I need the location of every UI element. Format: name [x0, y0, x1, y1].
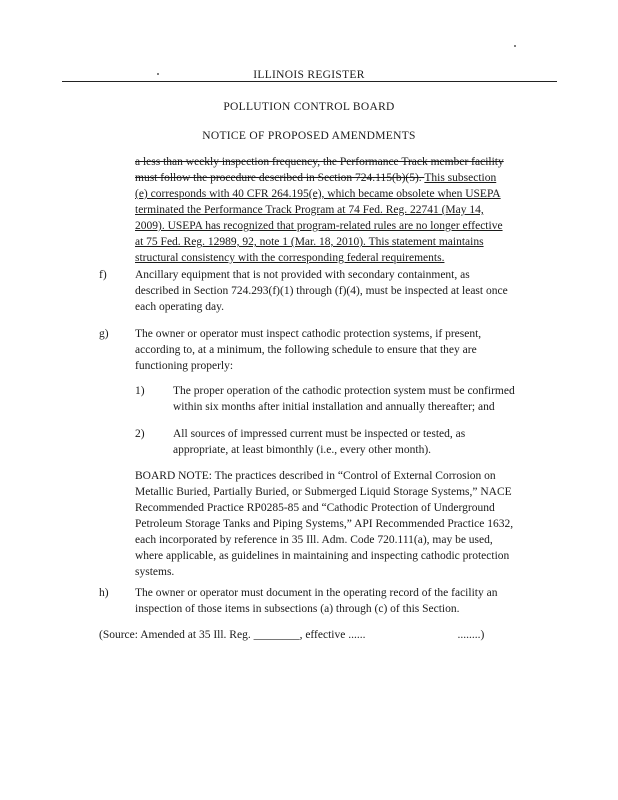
- struck-line: a less than weekly inspection frequency, the Performance Track member facility: [135, 156, 504, 168]
- subsection-f-text: [135, 267, 555, 315]
- subsection-g-text: [135, 326, 555, 374]
- board-title: POLLUTION CONTROL BOARD: [223, 101, 395, 113]
- struck-underlined-text: This subsection: [424, 172, 497, 184]
- text-line: All sources of impressed current must be inspected or tested, as: [173, 428, 466, 440]
- subsection-label-g: g): [99, 328, 109, 340]
- register-title: ILLINOIS REGISTER: [253, 69, 365, 81]
- text-line: inspection of those items in subsections (a) through (c) of this Section.: [135, 603, 460, 615]
- text-line: The proper operation of the cathodic protection system must be confirmed: [173, 385, 515, 397]
- text-line: BOARD NOTE: The practices described in “Control of External Corrosion on: [135, 470, 496, 482]
- subsection-label-f: f): [99, 269, 107, 281]
- text-line: Recommended Practice RP0285-85 and “Cathodic Protection of Underground: [135, 502, 495, 514]
- notice-title: NOTICE OF PROPOSED AMENDMENTS: [202, 130, 416, 142]
- header-rule: [62, 81, 557, 82]
- paragraph-label-2: 2): [135, 428, 145, 440]
- underlined-line: at 75 Fed. Reg. 12989, 92, note 1 (Mar. 18, 2010). This statement maintains: [135, 236, 484, 248]
- source-note: [99, 627, 539, 643]
- subsection-h-text: [135, 585, 560, 617]
- text-line: within six months after initial installation and annually thereafter; and: [173, 401, 495, 413]
- text-line: Ancillary equipment that is not provided with secondary containment, as: [135, 269, 470, 281]
- text-line: Petroleum Storage Tanks and Piping Systems,” API Recommended Practice 1632,: [135, 518, 514, 530]
- text-line: each operating day.: [135, 301, 224, 313]
- source-dots: ......: [348, 629, 366, 641]
- mixed-line: [135, 170, 555, 186]
- text-line: The owner or operator must inspect cathodic protection systems, if present,: [135, 328, 482, 340]
- text-line: described in Section 724.293(f)(1) through (f)(4), must be inspected at least once: [135, 285, 508, 297]
- underlined-line: terminated the Performance Track Program at 74 Fed. Reg. 22741 (May 14,: [135, 204, 484, 216]
- struck-text: must follow the procedure described in Section 724.115(b)(5).: [135, 172, 425, 184]
- paragraph-2-text: [173, 426, 558, 458]
- text-line: appropriate, at least bimonthly (i.e., every other month).: [173, 444, 432, 456]
- scan-speck: [514, 45, 516, 47]
- text-line: The owner or operator must document in the operating record of the facility an: [135, 587, 498, 599]
- underlined-line: structural consistency with the corresponding federal requirements.: [135, 252, 445, 264]
- source-text: (Source: Amended at 35 Ill. Reg. ________, effective: [99, 629, 349, 641]
- source-end: ........): [457, 629, 485, 641]
- text-line: Metallic Buried, Partially Buried, or Submerged Liquid Storage Systems,” NACE: [135, 486, 512, 498]
- underlined-line: 2009). USEPA has recognized that program-related rules are no longer effective: [135, 220, 503, 232]
- text-line: systems.: [135, 566, 175, 578]
- subsection-label-h: h): [99, 587, 109, 599]
- paragraph-label-1: 1): [135, 385, 145, 397]
- text-line: where applicable, as guidelines in maintaining and inspecting cathodic protection: [135, 550, 510, 562]
- text-line: each incorporated by reference in 35 Ill. Adm. Code 720.111(a), may be used,: [135, 534, 493, 546]
- text-line: functioning properly:: [135, 360, 234, 372]
- text-line: according to, at a minimum, the following schedule to ensure that they are: [135, 344, 477, 356]
- board-note: [135, 468, 560, 580]
- underlined-line: (e) corresponds with 40 CFR 264.195(e), which became obsolete when USEPA: [135, 188, 501, 200]
- source-line: [99, 627, 539, 643]
- paragraph-1-text: [173, 383, 558, 415]
- continuation-paragraph: [135, 154, 555, 266]
